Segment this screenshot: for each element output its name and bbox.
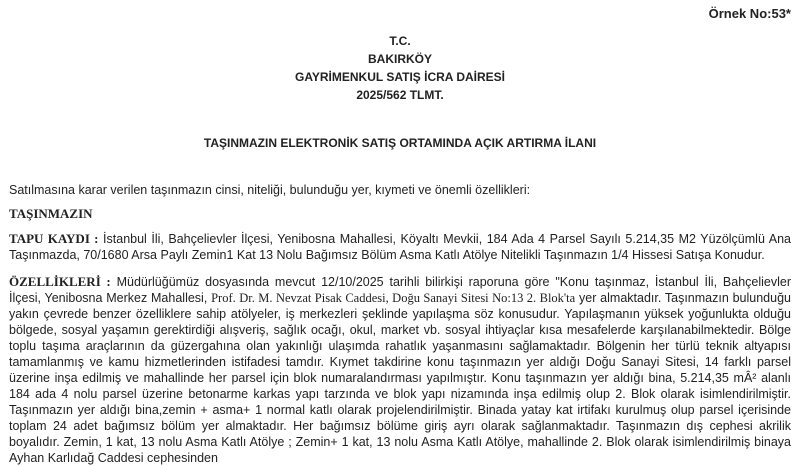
intro-text: Satılmasına karar verilen taşınmazın cinsi, niteliği, bulunduğu yer, kıymeti ve önemli özellikleri:	[9, 183, 531, 197]
tapu-text: İstanbul İli, Bahçelievler İlçesi, Yenibosna Mahallesi, Köyaltı Mevkii, 184 Ada 4 Parsel Sayılı 5.214,35 M2 Yüzölçümlü Ana Taşınmazda, 70/1680 Arsa Paylı Zemin1 Kat 13 Nolu Bağımsız Bölüm Asma Katlı Atölye Nitelikli Taşınmazın 1/4 Hissesi Satışa Konudur.	[9, 232, 791, 262]
sample-number: Örnek No:53*	[708, 6, 791, 21]
tapu-label: TAPU KAYDI :	[9, 231, 99, 246]
features-text-b: yer almaktadır. Taşınmazın bulunduğu yakın çevrede benzer özelliklere sahip atölyeler, iş merkezleri şeklinde yapılaşma söz konusudur. Yapılaşmanın yüksek yoğunlukta olduğu bölgede, sosyal yaşamın gerektirdiği alışveriş, sağlık ocağı, okul, market vb. sosyal ihtiyaçlar kısa mesafelerde karşılanabilmektedir. Bölge toplu taşıma araçlarının da güzergahına olan yakınlığı ulaşımda rahatlık yaşanmasını sağlamaktadır. Bölgenin her türlü teknik altyapısı tamamlanmış ve kamu hizmetlerinden istifadesi tamdır. Kıymet takdirine konu taşınmazın yer aldığı Doğu Sanayi Sitesi, 14 farklı parsel üzerine inşa edilmiş ve mahallinde her parsel için blok numaralandırması yapılmıştır. Konu taşınmazın yer aldığı bina, 5.214,35 mÂ² alanlı 184 ada 4 nolu parsel üzerine betonarme karkas yapı tarzında ve blok yapı nizamında inşa edilmiş olup 2. Blok olarak isimlendirilmiştir. Taşınmazın yer aldığı bina,zemin + asma+ 1 normal katlı olarak projelendirilmiştir. Binada yatay kat irtifakı kurulmuş olup parsel içerisinde toplam 24 adet bağımsız bölüm yer almaktadır. Her bağımsız bölüme giriş ayrı olarak sağlanmaktadır. Taşınmazın dış cephesi akrilik boyalıdır. Zemin, 1 kat, 13 nolu Asma Katlı Atölye ; Zemin+ 1 kat, 13 nolu Asma Katlı Atölye, mahallinde 2. Blok olarak isimlendirilmiş binaya Ayhan Karlıdağ Caddesi cephesinden	[9, 291, 791, 465]
features-label: ÖZELLİKLERİ :	[9, 274, 111, 289]
header-line-office: GAYRİMENKUL SATIŞ İCRA DAİRESİ	[294, 70, 506, 84]
document-title: TAŞINMAZIN ELEKTRONİK SATIŞ ORTAMINDA AÇIK ARTIRMA İLANI	[203, 136, 597, 150]
features-paragraph	[9, 274, 791, 466]
tapu-paragraph	[9, 231, 791, 263]
header-line-district: BAKIRKÖY	[367, 52, 432, 66]
document-header	[0, 32, 800, 104]
header-line-file-number: 2025/562 TLMT.	[356, 88, 444, 102]
header-line-tc: T.C.	[389, 34, 411, 48]
features-text-a: Müdürlüğümüz dosyasında mevcut 12/10/2025 tarihli bilirkişi raporuna göre "Konu taşınmaz, İstanbul İli, Bahçelievler İlçesi, Yenibosna Merkez Mahallesi,	[9, 275, 791, 305]
features-address: Prof. Dr. M. Nevzat Pisak Caddesi, Doğu Sanayi Sitesi No:13 2. Blok'ta	[211, 291, 576, 305]
section-heading: TAŞINMAZIN	[9, 206, 93, 221]
